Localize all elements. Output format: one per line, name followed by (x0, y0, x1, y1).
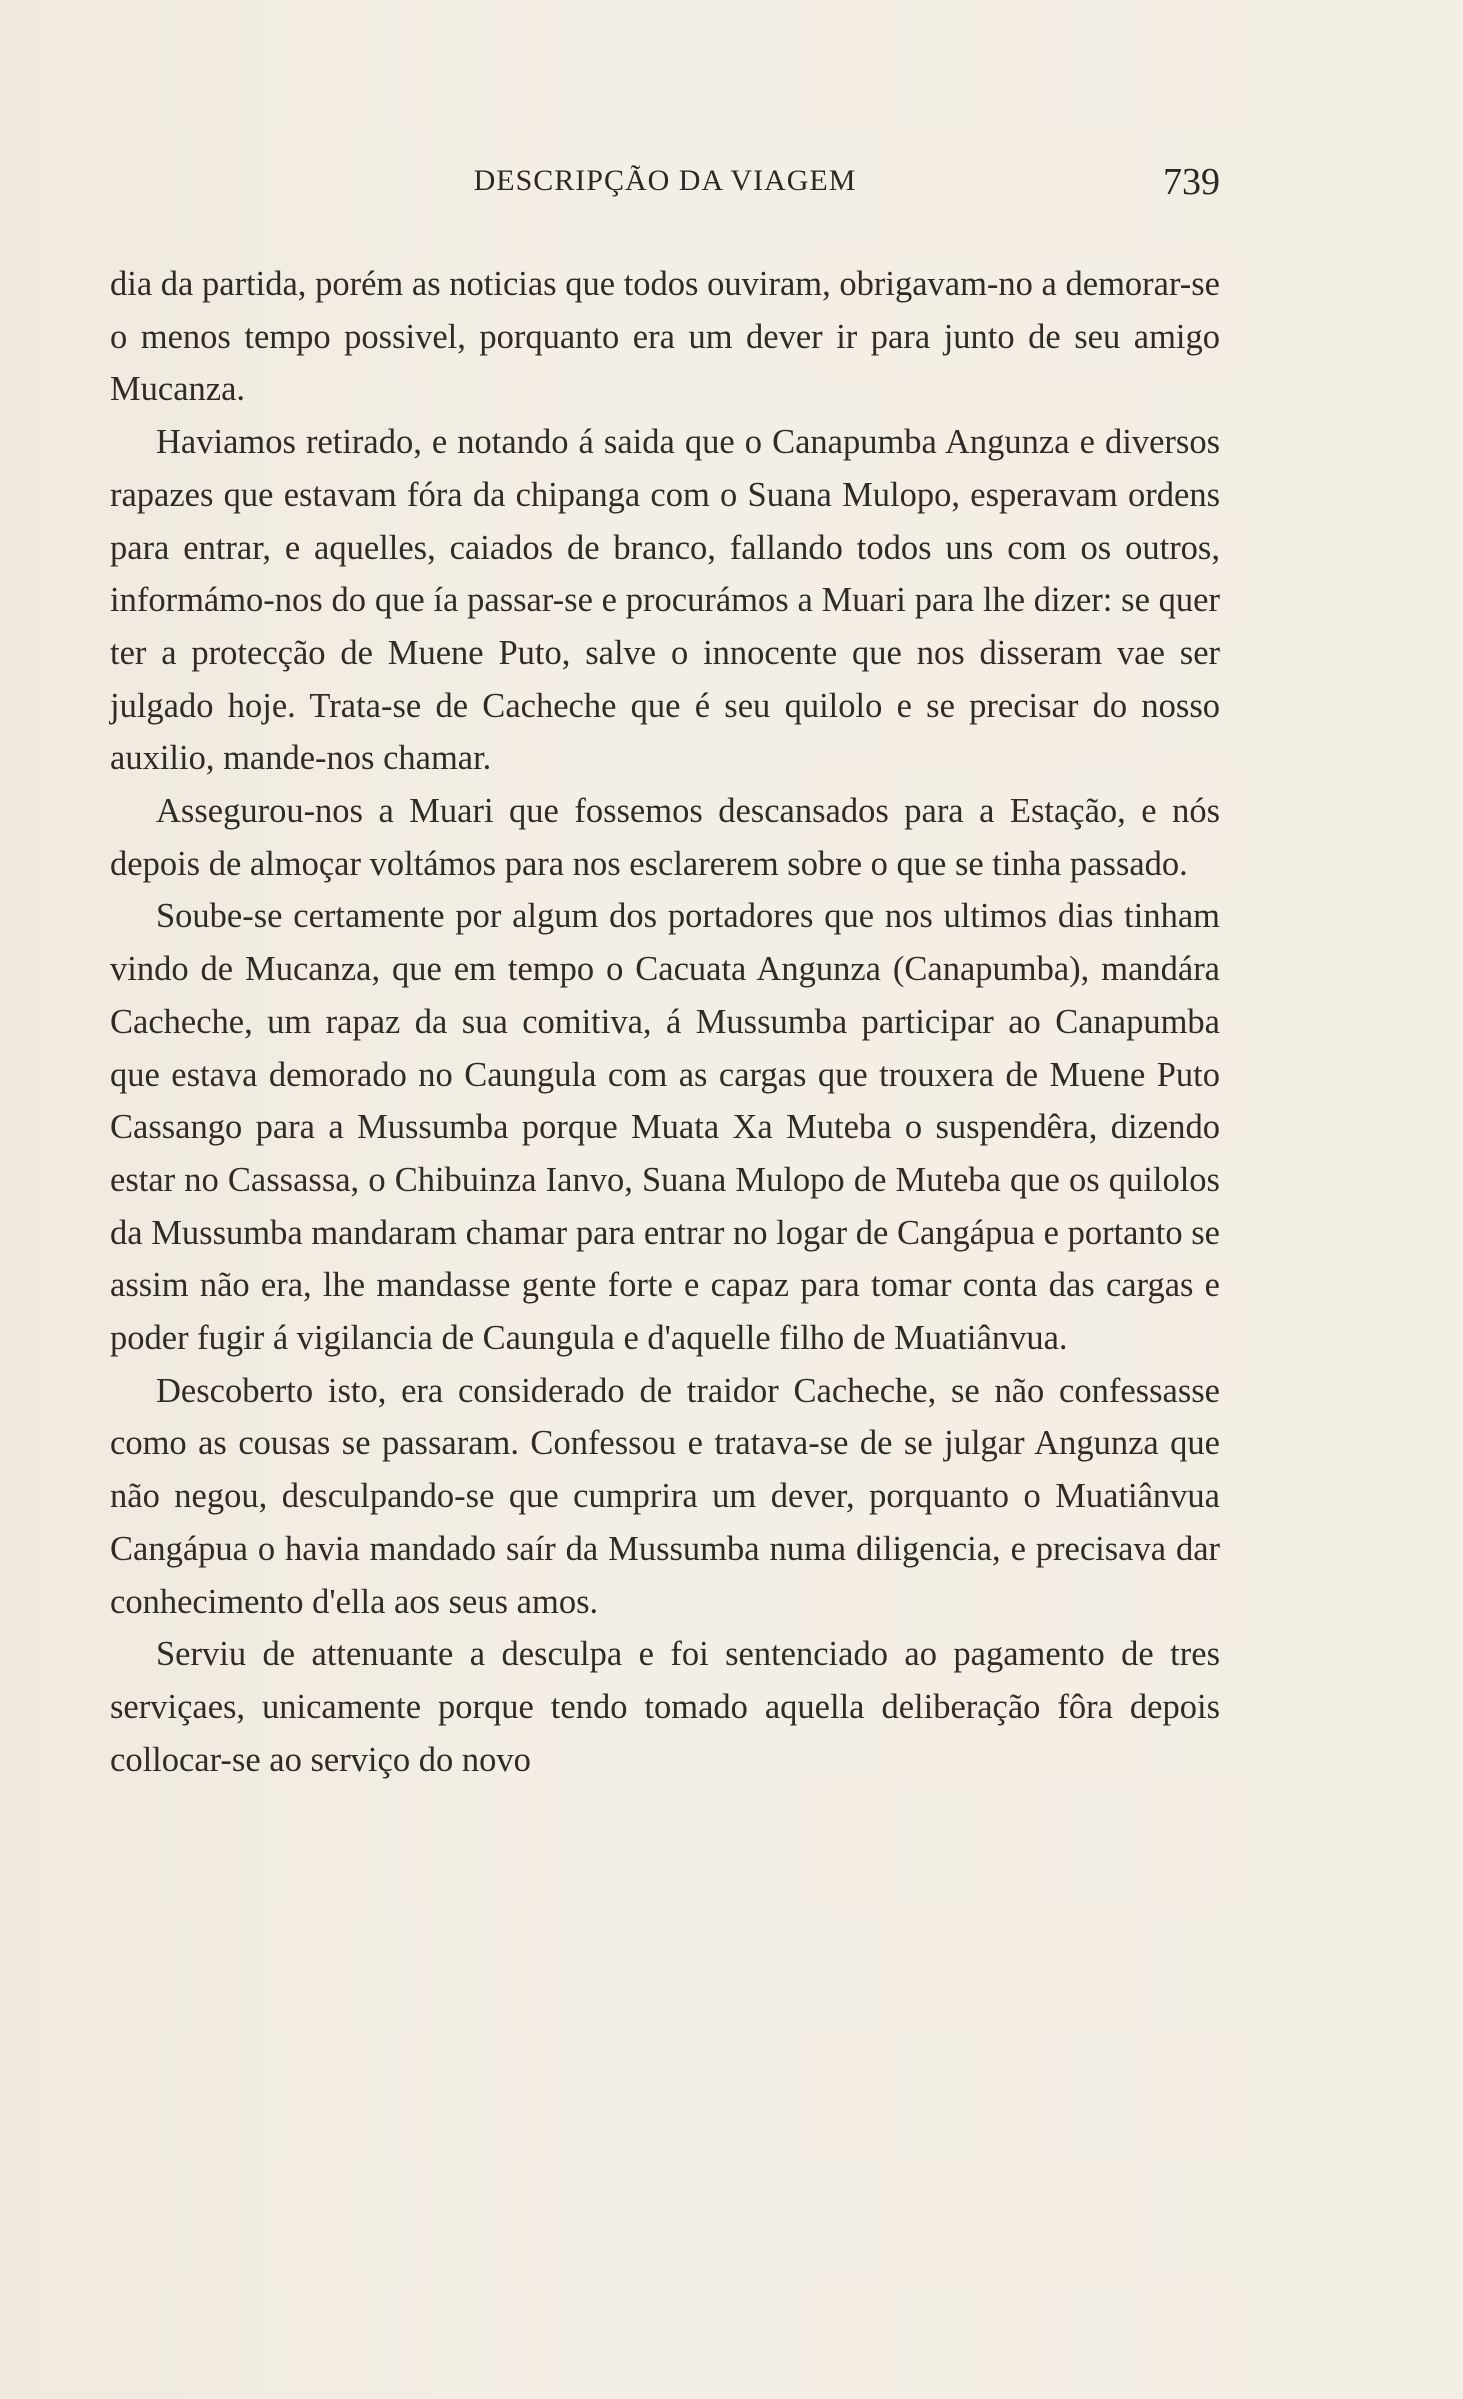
running-title: DESCRIPÇÃO DA VIAGEM (473, 164, 857, 197)
paragraph-5: Descoberto isto, era considerado de traidor Cacheche, se não confessasse como as cousas se passaram. Confessou e tratava-se de se julgar Angunza que não negou, desculpando-se que cumprira um dever, porquanto o Muatiânvua Cangápua o havia mandado saír da Mussumba numa diligencia, e precisava dar conhecimento d'ella aos seus amos. (110, 1371, 1220, 1621)
paragraph-1: dia da partida, porém as noticias que todos ouviram, obrigavam-no a demorar-se o menos tempo possivel, porquanto era um dever ir para junto de seu amigo Mucanza. (110, 265, 1220, 409)
body-text (110, 258, 1220, 1786)
paragraph-2: Haviamos retirado, e notando á saida que o Canapumba Angunza e diversos rapazes que estavam fóra da chipanga com o Suana Mulopo, esperavam ordens para entrar, e aquelles, caiados de branco, fallando todos uns com os outros, informámo-nos do que ía passar-se e procurámos a Muari para lhe dizer: se quer ter a protecção de Muene Puto, salve o innocente que nos disseram vae ser julgado hoje. Trata-se de Cacheche que é seu quilolo e se precisar do nosso auxilio, mande-nos chamar. (110, 423, 1220, 778)
page-number: 739 (1163, 161, 1220, 203)
paragraph-6: Serviu de attenuante a desculpa e foi sentenciado ao pagamento de tres serviçaes, unicamente porque tendo tomado aquella deliberação fôra depois collocar-se ao serviço do novo (110, 1635, 1220, 1779)
paragraph-4: Soube-se certamente por algum dos portadores que nos ultimos dias tinham vindo de Mucanza, que em tempo o Cacuata Angunza (Canapumba), mandára Cacheche, um rapaz da sua comitiva, á Mussumba participar ao Canapumba que estava demorado no Caungula com as cargas que trouxera de Muene Puto Cassango para a Mussumba porque Muata Xa Muteba o suspendêra, dizendo estar no Cassassa, o Chibuinza Ianvo, Suana Mulopo de Muteba que os quilolos da Mussumba mandaram chamar para entrar no logar de Cangápua e portanto se assim não era, lhe mandasse gente forte e capaz para tomar conta das cargas e poder fugir á vigilancia de Caungula e d'aquelle filho de Muatiânvua. (110, 897, 1220, 1358)
running-head (110, 160, 1220, 210)
paragraph-3: Assegurou-nos a Muari que fossemos descansados para a Estação, e nós depois de almoçar voltámos para nos esclarerem sobre o que se tinha passado. (110, 792, 1220, 883)
